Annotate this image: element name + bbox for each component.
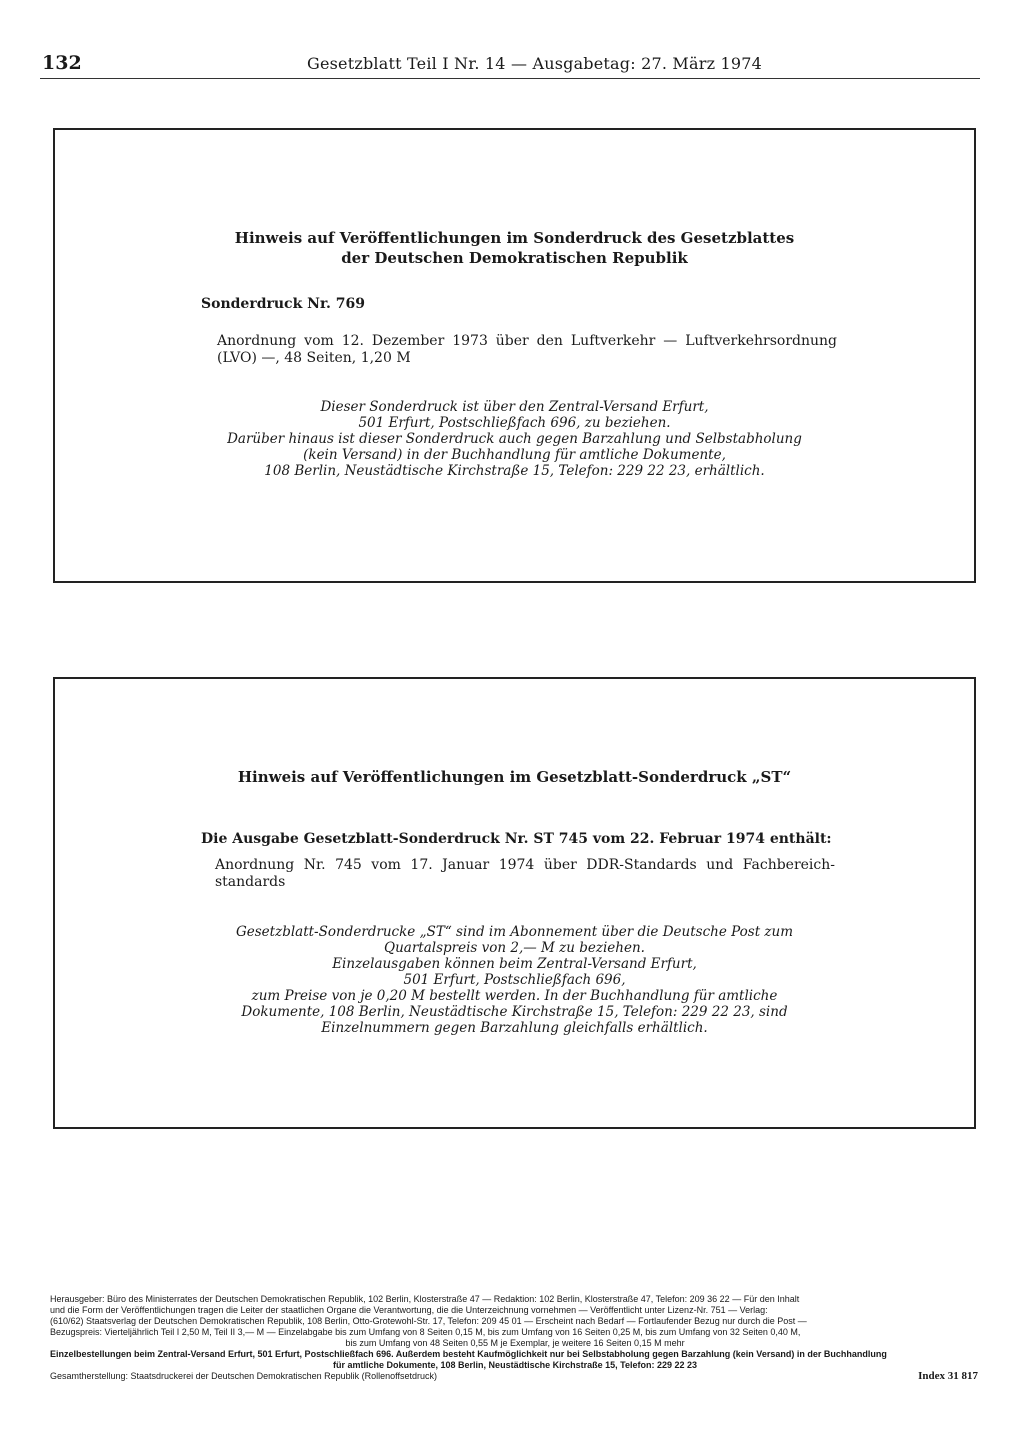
imprint-printer: Gesamtherstellung: Staatsdruckerei der Deutschen Demokratischen Republik (Rollenoffsetdruck) bbox=[50, 1371, 438, 1381]
notice-body: Anordnung Nr. 745 vom 17. Januar 1974 über DDR-Standards und Fachbereich- standards bbox=[215, 857, 835, 890]
notice-note: Gesetzblatt-Sonderdrucke „ST“ sind im Abonnement über die Deutsche Post zum Quartalspreis von 2,— M zu beziehen. Einzelausgaben können beim Zentral-Versand Erfurt, 501 Erfurt, Postschließfach 696, zum Preise von je 0,20 M bestellt werden. In der Buchhandlung für amtliche Dokumente, 108 Berlin, Neustädtische Kirchstraße 15, Telefon: 229 22 23, sind Einzelnummern gegen Barzahlung gleichfalls erhältlich. bbox=[235, 924, 794, 1036]
notice-title: Hinweis auf Veröffentlichungen im Sonderdruck des Gesetzblattes der Deutschen Demokratischen Republik bbox=[234, 229, 795, 267]
index-number: Index 31 817 bbox=[918, 1370, 978, 1382]
header-rule bbox=[40, 78, 980, 79]
notice-note: Dieser Sonderdruck ist über den Zentral-Versand Erfurt, 501 Erfurt, Postschließfach 696, zu beziehen. Darüber hinaus ist dieser Sonderdruck auch gegen Barzahlung und Selbstabholung (kein Versand) in der Buchhandlung für amtliche Dokumente, 108 Berlin, Neustädtische Kirchstraße 15, Telefon: 229 22 23, erhältlich. bbox=[227, 399, 802, 479]
notice-box-sonderdruck bbox=[53, 128, 976, 583]
notice-subhead: Die Ausgabe Gesetzblatt-Sonderdruck Nr. ST 745 vom 22. Februar 1974 enthält: bbox=[201, 831, 832, 847]
imprint-footer: Herausgeber: Büro des Ministerrates der Deutschen Demokratischen Republik, 102 Berlin, Klosterstraße 47 — Redaktion: 102 Berlin, Klosterstraße 47, Telefon: 209 36 22 — Für den Inhalt und die Form der Veröffentlichungen tragen die Leiter der staatlichen Organe die Verantwortung, die die Unterzeichnung vornehmen — Veröffentlicht unter Lizenz-Nr. 751 — Verlag: (610/62) Staatsverlag der Deutschen Demokratischen Republik, 108 Berlin, Otto-Grotewohl-Str. 17, Telefon: 209 45 01 — Erscheint nach Bedarf — Fortlaufender Bezug nur durch die Post — Bezugspreis: Vierteljährlich Teil I 2,50 M, Teil II 3,— M — Einzelabgabe bis zum Umfang von 8 Seiten 0,15 M, bis zum Umfang von 16 Seiten 0,25 M, bis zum Umfang von 32 Seiten 0,40 M, bis zum Umfang von 48 Seiten 0,55 M je Exemplar, je weitere 16 Seiten 0,15 M mehr Einzelbestellungen beim Zentral-Versand Erfurt, 501 Erfurt, Postschließfach 696. Außerdem besteht Kaufmöglichkeit nur bei Selbstabholung gegen Barzahlung (kein Versand) in der Buchhandlung für amtliche Dokumente, 108 Berlin, Neustädtische Kirchstraße 15, Telefon: 229 22 23 Gesamtherstellung: Staatsdruckerei der Deutschen Demokratischen Republik (Rollenoffsetdruck) Index 31 817 bbox=[50, 1294, 978, 1382]
page-number: 132 bbox=[42, 52, 82, 74]
running-head: Gesetzblatt Teil I Nr. 14 — Ausgabetag: 27. März 1974 bbox=[307, 54, 763, 73]
notice-body: Anordnung vom 12. Dezember 1973 über den Luftverkehr — Luftverkehrsordnung (LVO) —, 48 Seiten, 1,20 M bbox=[217, 333, 837, 366]
notice-box-st bbox=[53, 677, 976, 1129]
notice-subhead: Sonderdruck Nr. 769 bbox=[201, 296, 366, 312]
notice-title: Hinweis auf Veröffentlichungen im Gesetzblatt-Sonderdruck „ST“ bbox=[237, 768, 792, 786]
